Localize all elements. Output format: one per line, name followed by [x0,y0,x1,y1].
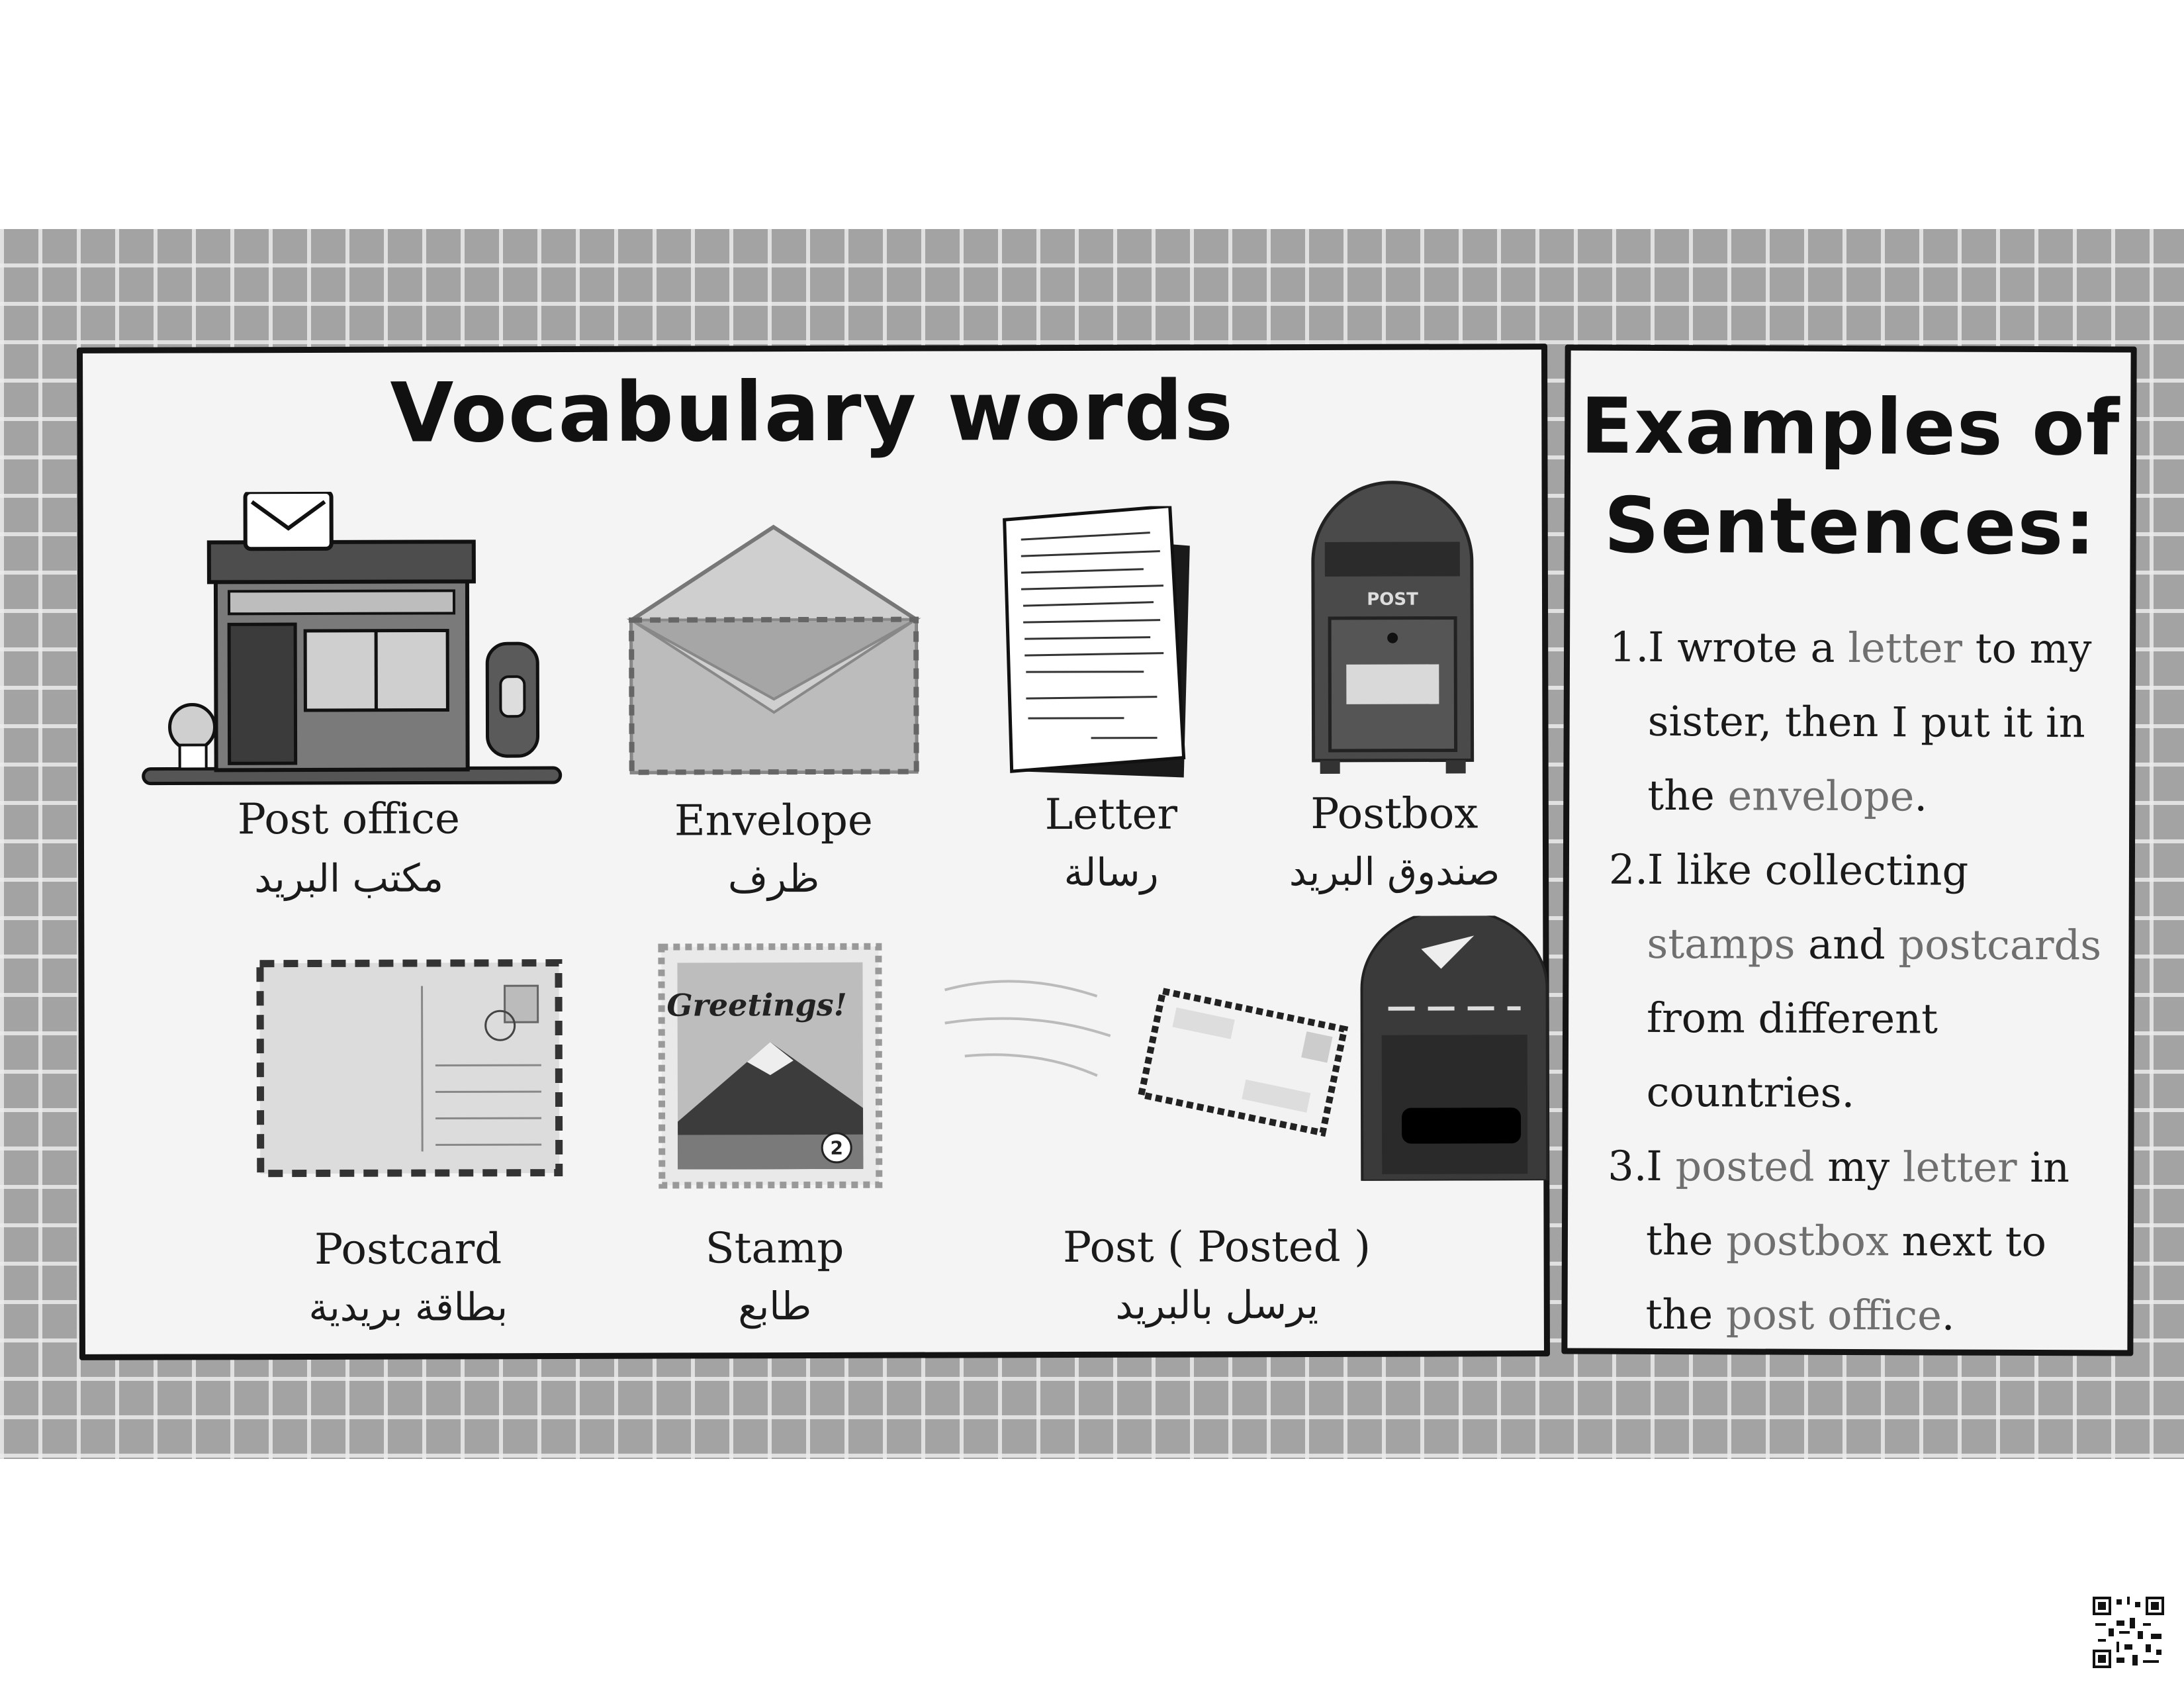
highlighted-word: letter [1848,623,1963,673]
examples-title [1570,377,2130,578]
letter-label: Letter [1044,790,1178,840]
highlighted-word: postcards [1898,920,2102,970]
postbox-label: Postbox [1310,789,1479,839]
sentence-number: 2. [1608,845,1649,894]
sentence-list [1607,610,2113,1354]
postcard-arabic: بطاقة بريدية [308,1284,508,1330]
letter-arabic: رسالة [1064,849,1159,896]
sentence-text: my [1814,1142,1903,1192]
envelope-icon [625,514,923,779]
stamp-text: Greetings! [666,986,847,1023]
postbox-icon [1300,475,1486,780]
sentence-text: from different countries. [1646,993,1938,1117]
qr-code-icon [2093,1597,2164,1668]
sentence-text: in the [1645,1143,2070,1265]
posted-arabic: يرسل بالبريد [1115,1282,1319,1328]
sentence-text: . [1914,772,1928,821]
sentence-text: I [1646,1141,1676,1191]
letter-icon [991,506,1210,784]
sentence-1 [1609,610,2113,835]
highlighted-word: posted [1675,1142,1815,1191]
highlighted-word: envelope [1727,771,1915,821]
post-office-arabic: مكتب البريد [254,855,444,902]
sentence-2 [1608,833,2113,1131]
highlighted-word: post office [1725,1290,1942,1340]
envelope-arabic: ظرف [727,855,820,902]
sentence-text: I like collecting [1647,845,1969,895]
examples-panel [1561,344,2136,1356]
stamp-value: 2 [830,1137,843,1159]
vocabulary-title: Vocabulary words [390,363,1235,461]
highlighted-word: stamps [1647,919,1796,968]
examples-title-line1: Examples of [1580,381,2121,473]
postcard-label: Postcard [314,1225,502,1274]
post-office-icon [136,491,567,797]
stamp-icon [657,943,883,1190]
stamp-label: Stamp [705,1223,844,1274]
sentence-3 [1607,1129,2111,1354]
sentence-number: 3. [1608,1141,1647,1190]
sentence-text: I wrote a [1647,622,1848,672]
postbox-arabic: صندوق البريد [1289,849,1500,895]
vocabulary-panel [77,344,1550,1360]
sentence-text: next to the [1645,1217,2047,1339]
highlighted-word: letter [1902,1143,2017,1192]
sentence-text: to my sister, then I put it in the [1647,624,2092,820]
postcard-icon [256,959,563,1177]
sentence-text: and [1795,919,1899,969]
examples-title-line2: Sentences: [1604,481,2097,573]
envelope-label: Envelope [674,796,873,846]
post-office-label: Post office [237,794,461,845]
posting-letter-icon [938,915,1551,1182]
sentence-number: 1. [1609,622,1649,671]
posted-label: Post ( Posted ) [1063,1222,1371,1273]
postbox-label: POST [1367,589,1418,610]
sentence-text: . [1941,1291,1955,1340]
stamp-arabic: طابع [738,1284,812,1329]
highlighted-word: postbox [1726,1216,1889,1266]
